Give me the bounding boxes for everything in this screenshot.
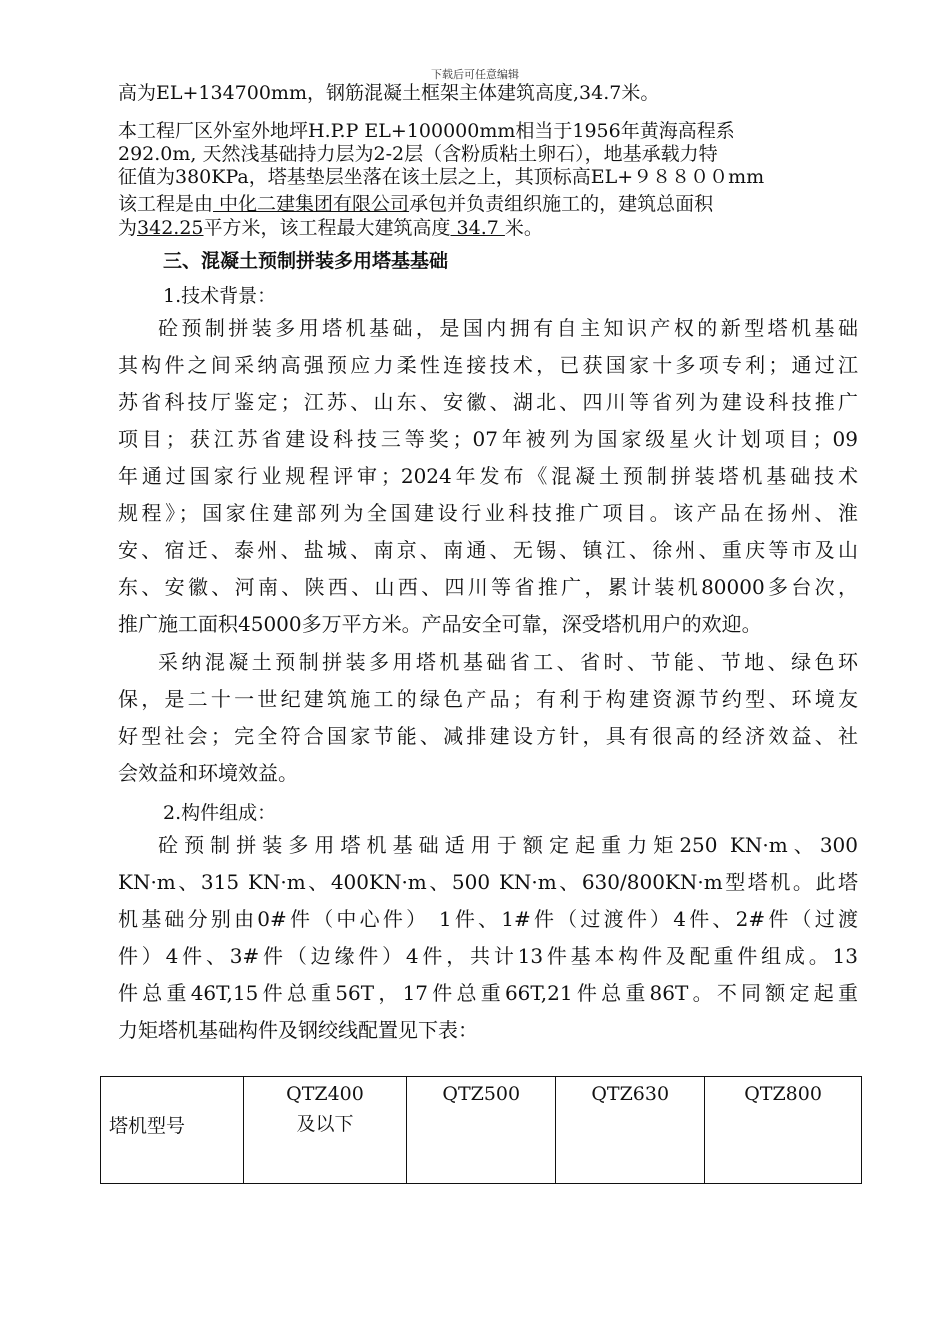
table-cell-qtz630: QTZ630 — [556, 1077, 705, 1184]
text-line: 苏省科技厅鉴定；江苏、山东、安徽、湖北、四川等省列为建设科技推广 — [118, 390, 858, 414]
paragraph-green-benefits — [118, 644, 858, 792]
intro-line: 高为EL+134700mm，钢筋混凝土框架主体建筑高度,34.7米。 — [118, 82, 660, 104]
intro-text: 该工程是由 — [118, 193, 214, 215]
intro-line: 本工程厂区外室外地坪H.P.P EL+100000mm相当于1956年黄海高程系 — [118, 120, 735, 142]
text-line: 会效益和环境效益。 — [118, 761, 298, 785]
building-height: 34.7 — [450, 217, 505, 239]
text-line: 机基础分别由0#件（中心件） 1件、1#件（过渡件）4件、2#件（过渡 — [118, 907, 858, 931]
intro-line — [118, 217, 858, 239]
intro-line: 292.0m, 天然浅基础持力层为2-2层（含粉质粘土卵石），地基承载力特 — [118, 143, 718, 165]
text-line: KN·m、315 KN·m、400KN·m、500 KN·m、630/800KN·m型塔机。此塔 — [118, 870, 858, 894]
text-line: 好型社会；完全符合国家节能、减排建设方针，具有很高的经济效益、社 — [118, 724, 858, 748]
table-header-label: 塔机型号 — [101, 1077, 244, 1184]
text-line: 采纳混凝土预制拼装多用塔机基础省工、省时、节能、节地、绿色环 — [158, 650, 858, 674]
subsection-title: 2.构件组成： — [163, 802, 277, 824]
intro-text: 为 — [118, 217, 138, 239]
text-line: 件）4件、3#件（边缘件）4件，共计13件基本构件及配重件组成。13 — [118, 944, 858, 968]
table-row — [101, 1077, 862, 1184]
intro-text: 承包并负责组织施工的，建筑总面积 — [409, 193, 714, 215]
intro-text: 米。 — [504, 217, 543, 239]
cell-text: QTZ400 — [286, 1083, 364, 1105]
intro-line: 征值为380KPa，塔基垫层坐落在该土层之上，其顶标高EL+９８８００mm — [118, 166, 765, 188]
text-line: 年通过国家行业规程评审；2024年发布《混凝土预制拼装塔机基础技术 — [118, 464, 858, 488]
text-line: 规程》；国家住建部列为全国建设行业科技推广项目。该产品在扬州、淮 — [118, 501, 858, 525]
table-cell-qtz500: QTZ500 — [407, 1077, 556, 1184]
paragraph-tech-background — [118, 310, 858, 643]
intro-line — [118, 193, 858, 215]
text-line: 东、安徽、河南、陕西、山西、四川等省推广，累计装机80000多台次， — [118, 575, 858, 599]
text-line: 砼预制拼装多用塔机基础，是国内拥有自主知识产权的新型塔机基础 — [158, 316, 858, 340]
subsection-title: 1.技术背景： — [163, 285, 277, 307]
text-line: 推广施工面积45000多万平方米。产品安全可靠，深受塔机用户的欢迎。 — [118, 612, 762, 636]
text-line: 件总重46T,15件总重56T，17件总重66T,21件总重86T。不同额定起重 — [118, 981, 858, 1005]
text-line: 保，是二十一世纪建筑施工的绿色产品；有利于构建资源节约型、环境友 — [118, 687, 858, 711]
text-line: 其构件之间采纳高强预应力柔性连接技术，已获国家十多项专利；通过江 — [118, 353, 858, 377]
table-cell-qtz800: QTZ800 — [705, 1077, 862, 1184]
paragraph-components — [118, 827, 858, 1049]
section-title: 三、混凝土预制拼装多用塔基基础 — [163, 250, 449, 272]
text-line: 力矩塔机基础构件及钢绞线配置见下表： — [118, 1018, 478, 1042]
intro-text: 平方米，该工程最大建筑高度 — [203, 217, 451, 239]
cell-text: 及以下 — [296, 1113, 354, 1135]
crane-spec-table — [100, 1076, 862, 1184]
contractor-name: 中化二建集团有限公司 — [213, 193, 410, 215]
text-line: 项目；获江苏省建设科技三等奖；07年被列为国家级星火计划项目；09 — [118, 427, 858, 451]
building-area: 342.25 — [137, 217, 204, 239]
table-cell-qtz400 — [243, 1077, 407, 1184]
text-line: 砼预制拼装多用塔机基础适用于额定起重力矩250 KN·m、300 — [158, 833, 858, 857]
text-line: 安、宿迁、泰州、盐城、南京、南通、无锡、镇江、徐州、重庆等市及山 — [118, 538, 858, 562]
page-header: 下载后可任意编辑 — [431, 68, 519, 81]
